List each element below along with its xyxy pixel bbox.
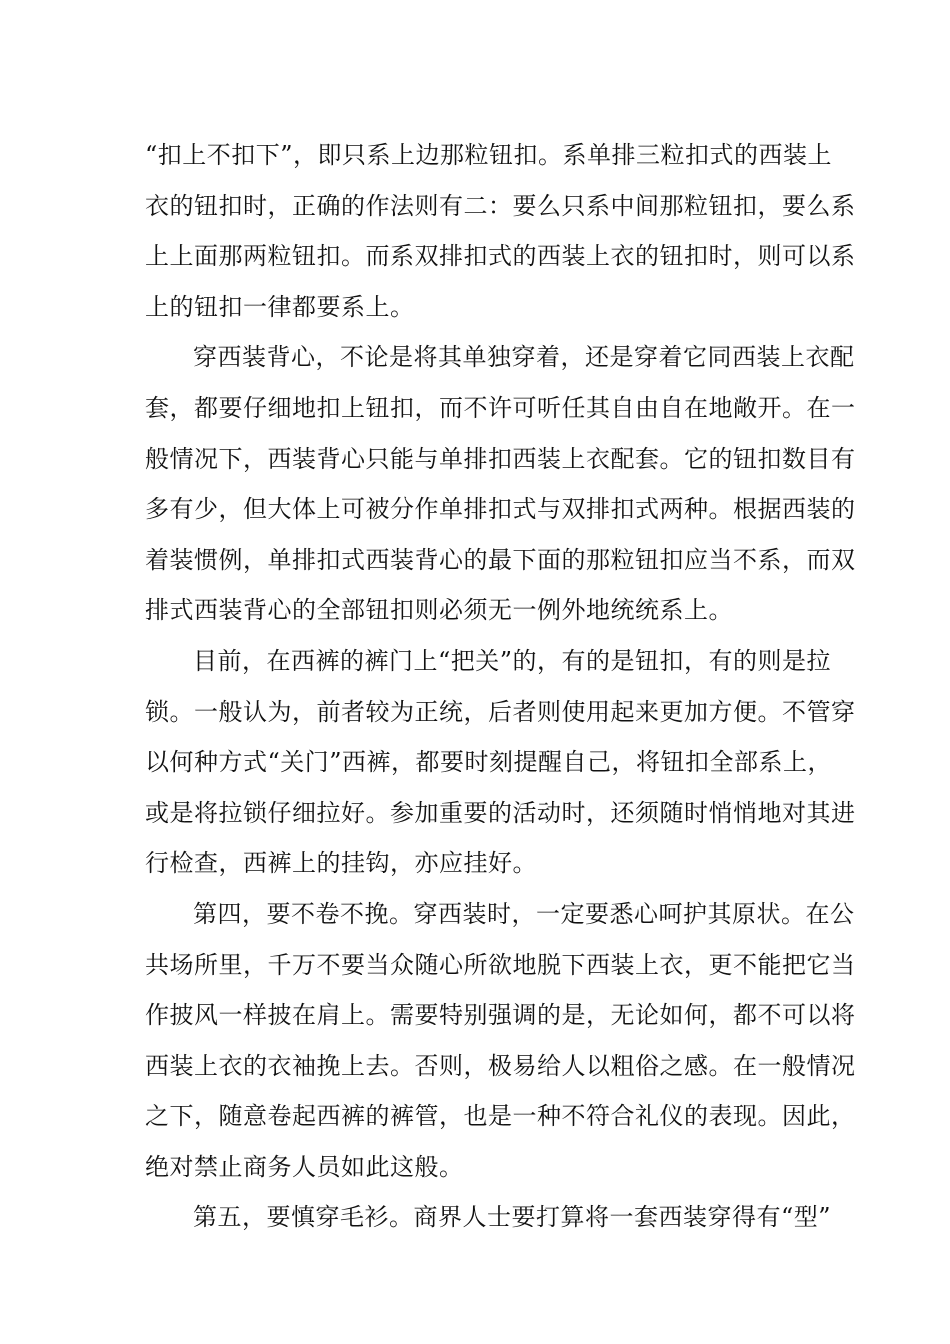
text-line: 以何种方式“关门”西裤，都要时刻提醒自己，将钮扣全部系上， — [145, 748, 833, 777]
text-line: 第五，要慎穿毛衫。商界人士要打算将一套西装穿得有“型” — [193, 1203, 832, 1232]
paragraph-2 — [145, 332, 856, 636]
text-line: 目前，在西裤的裤门上“把关”的，有的是钮扣，有的则是拉 — [193, 646, 832, 675]
text-line: 作披风一样披在肩上。需要特别强调的是，无论如何，都不可以将 — [145, 1001, 856, 1030]
paragraph-1 — [145, 130, 856, 332]
text-line: 穿西装背心，不论是将其单独穿着，还是穿着它同西装上衣配 — [193, 343, 855, 372]
document-body — [145, 130, 856, 1243]
text-line: 般情况下，西装背心只能与单排扣西装上衣配套。它的钮扣数目有 — [145, 444, 856, 473]
paragraph-3 — [145, 636, 856, 889]
paragraph-5 — [145, 1192, 832, 1243]
text-line: 共场所里，千万不要当众随心所欲地脱下西装上衣，更不能把它当 — [145, 950, 856, 979]
text-line: 排式西装背心的全部钮扣则必须无一例外地统统系上。 — [145, 596, 733, 625]
text-line: “扣上不扣下”，即只系上边那粒钮扣。系单排三粒扣式的西装上 — [145, 141, 833, 169]
text-line: 西装上衣的衣袖挽上去。否则，极易给人以粗俗之感。在一般情况 — [145, 1051, 856, 1080]
text-line: 之下，随意卷起西裤的裤管，也是一种不符合礼仪的表现。因此， — [145, 1102, 856, 1131]
text-line: 上上面那两粒钮扣。而系双排扣式的西装上衣的钮扣时，则可以系 — [145, 242, 856, 271]
text-line: 锁。一般认为，前者较为正统，后者则使用起来更加方便。不管穿 — [145, 697, 856, 726]
paragraph-4 — [145, 889, 856, 1193]
text-line: 衣的钮扣时，正确的作法则有二：要么只系中间那粒钮扣，要么系 — [145, 191, 856, 220]
text-line: 着装惯例，单排扣式西装背心的最下面的那粒钮扣应当不系，而双 — [145, 545, 856, 574]
text-line: 行检查，西裤上的挂钩，亦应挂好。 — [145, 849, 537, 878]
text-line: 第四，要不卷不挽。穿西装时，一定要悉心呵护其原状。在公 — [193, 899, 855, 928]
text-line: 套，都要仔细地扣上钮扣，而不许可听任其自由自在地敞开。在一 — [145, 393, 856, 422]
text-line: 多有少，但大体上可被分作单排扣式与双排扣式两种。根据西装的 — [145, 495, 856, 524]
text-line: 上的钮扣一律都要系上。 — [145, 292, 415, 321]
text-line: 绝对禁止商务人员如此这般。 — [145, 1152, 464, 1181]
text-line: 或是将拉锁仔细拉好。参加重要的活动时，还须随时悄悄地对其进 — [145, 798, 856, 827]
